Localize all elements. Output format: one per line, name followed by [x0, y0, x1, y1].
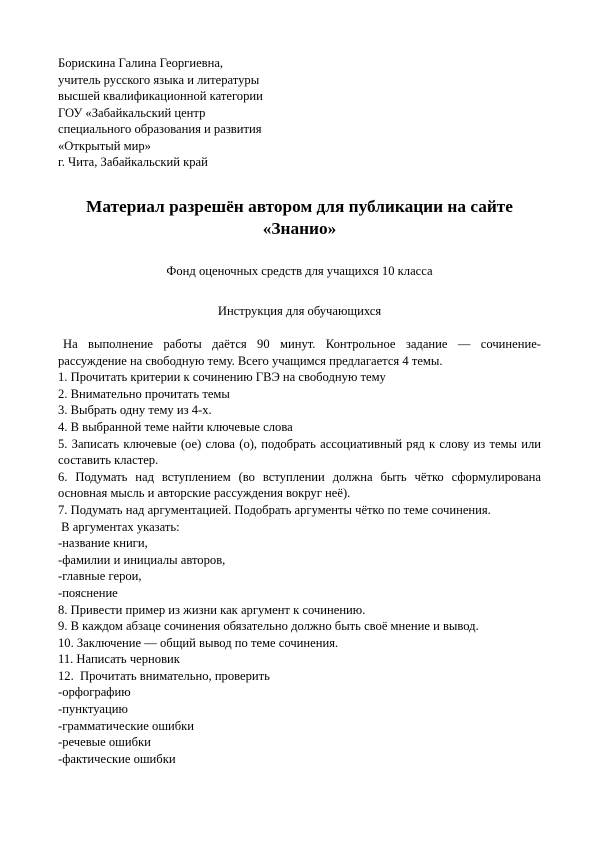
list-item: 9. В каждом абзаце сочинения обязательно должно быть своё мнение и вывод.	[58, 619, 479, 634]
fund-title: Фонд оценочных средств для учащихся 10 класса	[166, 264, 433, 278]
list-item: -пунктуацию	[58, 702, 128, 717]
list-item: -фамилии и инициалы авторов,	[58, 552, 226, 567]
list-item: 1. Прочитать критерии к сочинению ГВЭ на свободную тему	[58, 370, 386, 385]
list-item: -пояснение	[58, 585, 118, 600]
author-line: специального образования и развития	[58, 122, 262, 136]
list-item: 5. Записать ключевые (ое) слова (о), подобрать ассоциативный ряд к слову из темы или составить кластер.	[58, 436, 541, 468]
list-item: -фактические ошибки	[58, 751, 176, 766]
author-line: ГОУ «Забайкальский центр	[58, 105, 206, 120]
author-line: высшей квалификационной категории	[58, 89, 263, 103]
author-line: г. Чита, Забайкальский край	[58, 155, 208, 169]
list-item: -речевые ошибки	[58, 735, 151, 750]
permission-heading	[58, 196, 541, 239]
list-item: 12. Прочитать внимательно, проверить	[58, 668, 270, 683]
list-item: 10. Заключение — общий вывод по теме сочинения.	[58, 635, 339, 650]
author-line: Борискина Галина Георгиевна,	[58, 56, 224, 70]
list-item: -название книги,	[58, 536, 148, 551]
list-item: В аргументах указать:	[58, 519, 180, 534]
list-item: 7. Подумать над аргументацией. Подобрать аргументы чётко по теме сочинения.	[58, 502, 491, 517]
author-line: учитель русского языка и литературы	[58, 72, 260, 87]
list-item: -грамматические ошибки	[58, 718, 195, 733]
permission-line-1: Материал разрешён автором для публикации на сайте	[86, 197, 513, 216]
list-item: 8. Привести пример из жизни как аргумент к сочинению.	[58, 602, 366, 617]
instruction-title: Инструкция для обучающихся	[217, 304, 382, 318]
instruction-body	[58, 336, 541, 767]
list-item: -главные герои,	[58, 569, 142, 584]
list-item: -орфографию	[58, 685, 131, 700]
permission-line-2: «Знанио»	[262, 218, 337, 238]
list-item: 2. Внимательно прочитать темы	[58, 386, 230, 401]
list-item: 3. Выбрать одну тему из 4-х.	[58, 403, 212, 418]
author-info	[58, 55, 538, 171]
list-item: 6. Подумать над вступлением (во вступлении должна быть чётко сформулирована основная мысль и авторские рассуждения вокруг неё).	[58, 469, 541, 501]
list-item: 4. В выбранной теме найти ключевые слова	[58, 419, 293, 434]
list-item: 11. Написать черновик	[58, 652, 180, 667]
author-line: «Открытый мир»	[58, 138, 151, 153]
intro-paragraph: На выполнение работы даётся 90 минут. Контрольное задание — сочинение-рассуждение на свободную тему. Всего учащимся предлагается 4 темы.	[58, 337, 541, 368]
